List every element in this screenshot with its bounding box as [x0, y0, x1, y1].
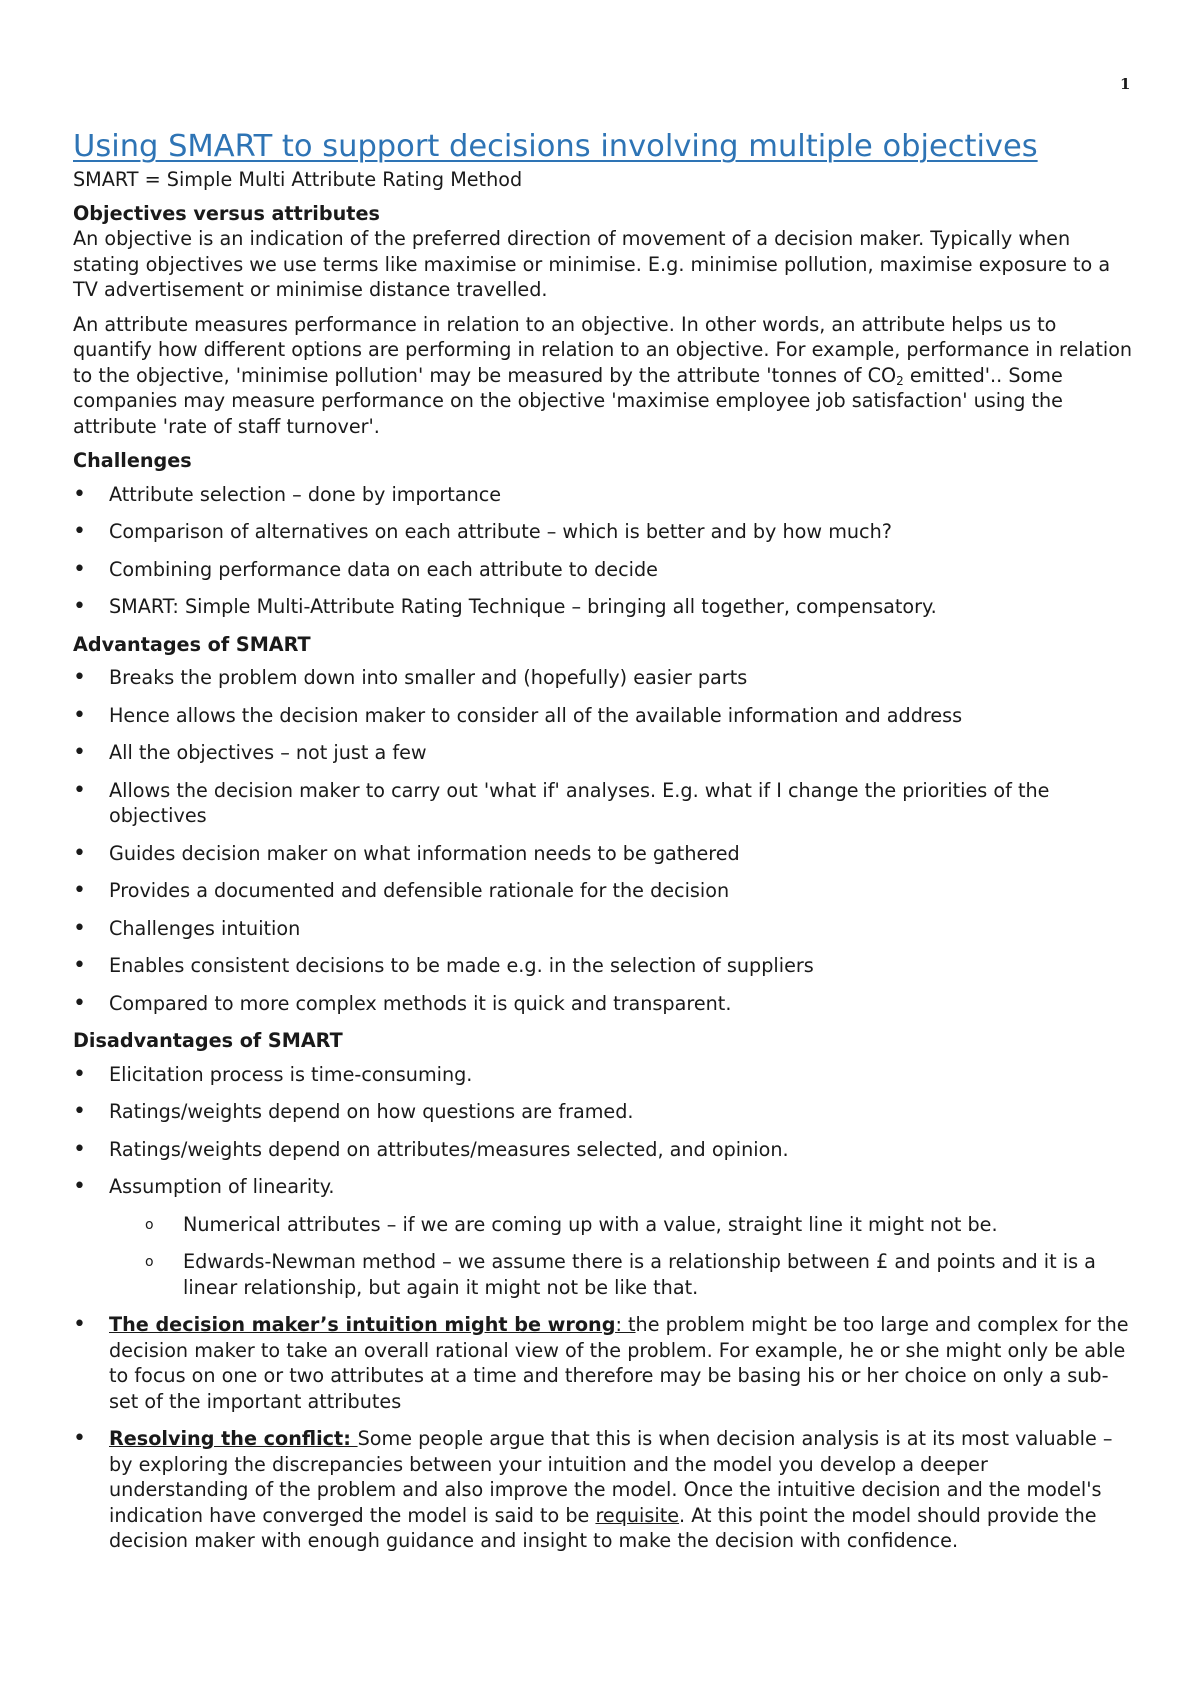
attributes-paragraph-part1: An attribute measures performance in relation to an objective. In other words, an attribute helps us to quantify how different options are performing in relation to an objective. For example, performance in relation to the objective, 'minimise pollution' may be measured by the attribute 'tonnes of CO: [73, 312, 1133, 387]
sub-list-item: o Edwards-Newman method – we assume there is a relationship between £ and points and it is a linear relationship, but again it might not be like that.: [73, 1249, 1133, 1300]
requisite-term: requisite: [595, 1503, 680, 1527]
list-item: • Allows the decision maker to carry out 'what if' analyses. E.g. what if I change the priorities of the objectives: [73, 778, 1133, 829]
intuition-item: [73, 1312, 1133, 1414]
document-subtitle: SMART = Simple Multi Attribute Rating Method: [73, 168, 523, 191]
conflict-label: Resolving the conflict:: [109, 1427, 358, 1450]
subscript-2: 2: [896, 373, 904, 388]
list-item: • Guides decision maker on what information needs to be gathered: [73, 841, 1133, 867]
list-item: • Ratings/weights depend on how questions are framed.: [73, 1099, 1133, 1125]
objectives-heading: Objectives versus attributes: [73, 201, 380, 225]
list-item: • Comparison of alternatives on each attribute – which is better and by how much?: [73, 519, 1133, 545]
sub-list-item: o Numerical attributes – if we are coming up with a value, straight line it might not be.: [73, 1212, 1133, 1238]
list-item: • SMART: Simple Multi-Attribute Rating Technique – bringing all together, compensatory.: [73, 594, 1133, 620]
challenges-list: [73, 482, 1133, 620]
list-item: • All the objectives – not just a few: [73, 740, 1133, 766]
linearity-sublist: [73, 1212, 1133, 1301]
intuition-text: he problem might be too large and complex for the decision maker to take an overall rational view of the problem. For example, he or she might only be able to focus on one or two attributes at a time and therefore may be basing his or her choice on only a sub-set of the important attributes: [109, 1313, 1129, 1413]
list-item: • Challenges intuition: [73, 916, 1133, 942]
list-item: • Combining performance data on each attribute to decide: [73, 557, 1133, 583]
advantages-heading: Advantages of SMART: [73, 632, 311, 656]
list-item: • Attribute selection – done by importance: [73, 482, 1133, 508]
list-item: • Compared to more complex methods it is quick and transparent.: [73, 991, 1133, 1017]
conflict-item: [73, 1426, 1133, 1554]
challenges-heading: Challenges: [73, 449, 192, 472]
disadvantages-heading: Disadvantages of SMART: [73, 1029, 343, 1052]
list-item: • Breaks the problem down into smaller and (hopefully) easier parts: [73, 665, 1133, 691]
attributes-paragraph-part2: emitted'.. Some companies may measure performance on the objective 'maximise employee job satisfaction' using the attribute 'rate of staff turnover'.: [73, 363, 1063, 438]
list-item: • Ratings/weights depend on attributes/measures selected, and opinion.: [73, 1137, 1133, 1163]
disadvantages-list-continued: [73, 1312, 1133, 1554]
conflict-text-1: Some people argue that this is when decision analysis is at its most valuable – by exploring the discrepancies between your intuition and the model you develop a deeper understanding of the problem and also improve the model. Once the intuitive decision and the model's indication have converged the model is said to be: [109, 1427, 1113, 1527]
list-item: • Provides a documented and defensible rationale for the decision: [73, 878, 1133, 904]
objectives-paragraph: An objective is an indication of the preferred direction of movement of a decision maker. Typically when stating objectives we use terms like maximise or minimise. E.g. minimise pollution, maximise exposure to a TV advertisement or minimise distance travelled.: [73, 227, 1111, 301]
list-item: • Assumption of linearity.: [73, 1174, 1133, 1200]
conflict-text-2: . At this point the model should provide the decision maker with enough guidance and insight to make the decision with confidence.: [109, 1503, 1097, 1552]
disadvantages-list: [73, 1062, 1133, 1200]
intuition-label: The decision maker’s intuition might be wrong: [109, 1313, 616, 1336]
list-item: • Hence allows the decision maker to consider all of the available information and address: [73, 703, 1133, 729]
advantages-list: [73, 665, 1133, 1016]
list-item: • Enables consistent decisions to be made e.g. in the selection of suppliers: [73, 953, 1133, 979]
page-number: 1: [1120, 75, 1131, 93]
intuition-colon: : t: [615, 1313, 636, 1336]
list-item: • Elicitation process is time-consuming.: [73, 1062, 1133, 1088]
attributes-paragraph: [73, 312, 1133, 440]
document-body: [73, 127, 1133, 1566]
document-title: Using SMART to support decisions involving multiple objectives: [73, 129, 1038, 164]
